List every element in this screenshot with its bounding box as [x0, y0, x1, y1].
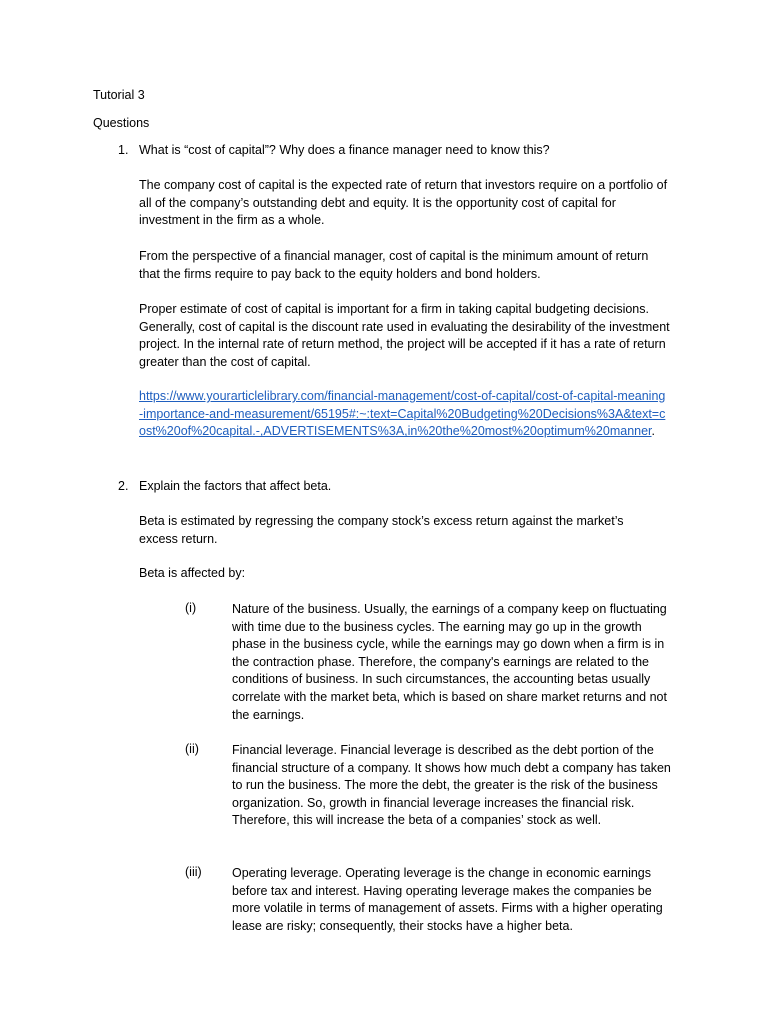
list-item-text: Operating leverage. Operating leverage is the change in economic earnings before tax and interest. Having operating leverage makes the companies be more volatile in terms of management of assets. Firms with a higher operating lease are risky; consequently, their stocks have a higher beta.	[232, 866, 663, 933]
q1-number: 1.	[118, 143, 129, 157]
list-item-label: (iii)	[185, 865, 202, 879]
q2-paragraph-1: Beta is estimated by regressing the company stock’s excess return against the market’s excess return.	[139, 514, 624, 546]
reference-link-suffix: .	[651, 424, 656, 439]
list-item-label: (i)	[185, 601, 197, 615]
list-item-text: Nature of the business. Usually, the earnings of a company keep on fluctuating with time due to the business cycles. The earning may go up in the growth phase in the business cycle, while the earnings may go down when a firm is in the contraction phase. Therefore, the company's earnings are related to the conditions of business. In such circumstances, the accounting betas usually correlate with the market beta, which is based on share market returns and not the earnings.	[232, 602, 667, 722]
q1-paragraph-2: From the perspective of a financial manager, cost of capital is the minimum amount of return that the firms require to pay back to the equity holders and bond holders.	[139, 249, 649, 281]
q1-paragraph-3: Proper estimate of cost of capital is important for a firm in taking capital budgeting decisions. Generally, cost of capital is the discount rate used in evaluating the desirability of the investment project. In the internal rate of return method, the project will be accepted if it has a rate of return greater than the cost of capital.	[139, 302, 670, 369]
q2-number: 2.	[118, 479, 129, 493]
q1-question: What is “cost of capital”? Why does a finance manager need to know this?	[139, 143, 550, 157]
q2-paragraph-2: Beta is affected by:	[139, 566, 246, 580]
questions-heading: Questions	[93, 116, 150, 130]
q1-paragraph-1: The company cost of capital is the expected rate of return that investors require on a portfolio of all of the company’s outstanding debt and equity. It is the opportunity cost of capital for investment in the firm as a whole.	[139, 178, 668, 228]
document-title: Tutorial 3	[93, 88, 145, 102]
list-item-text: Financial leverage. Financial leverage is described as the debt portion of the financial structure of a company. It shows how much debt a company has taken to run the business. The more the debt, the greater is the risk of the business organization. So, growth in financial leverage increases the financial risk. Therefore, this will increase the beta of a companies’ stock as well.	[232, 743, 671, 828]
list-item-label: (ii)	[185, 742, 199, 756]
q1-reference	[139, 388, 669, 441]
reference-link[interactable]: https://www.yourarticlelibrary.com/financial-management/cost-of-capital/cost-of-capital-meaning-importance-and-measurement/65195#:~:text=Capital%20Budgeting%20Decisions%3A&text=cost%20of%20capital.-,ADVERTISEMENTS%3A,in%20the%20most%20optimum%20manner	[139, 389, 666, 439]
q2-question: Explain the factors that affect beta.	[139, 479, 332, 493]
